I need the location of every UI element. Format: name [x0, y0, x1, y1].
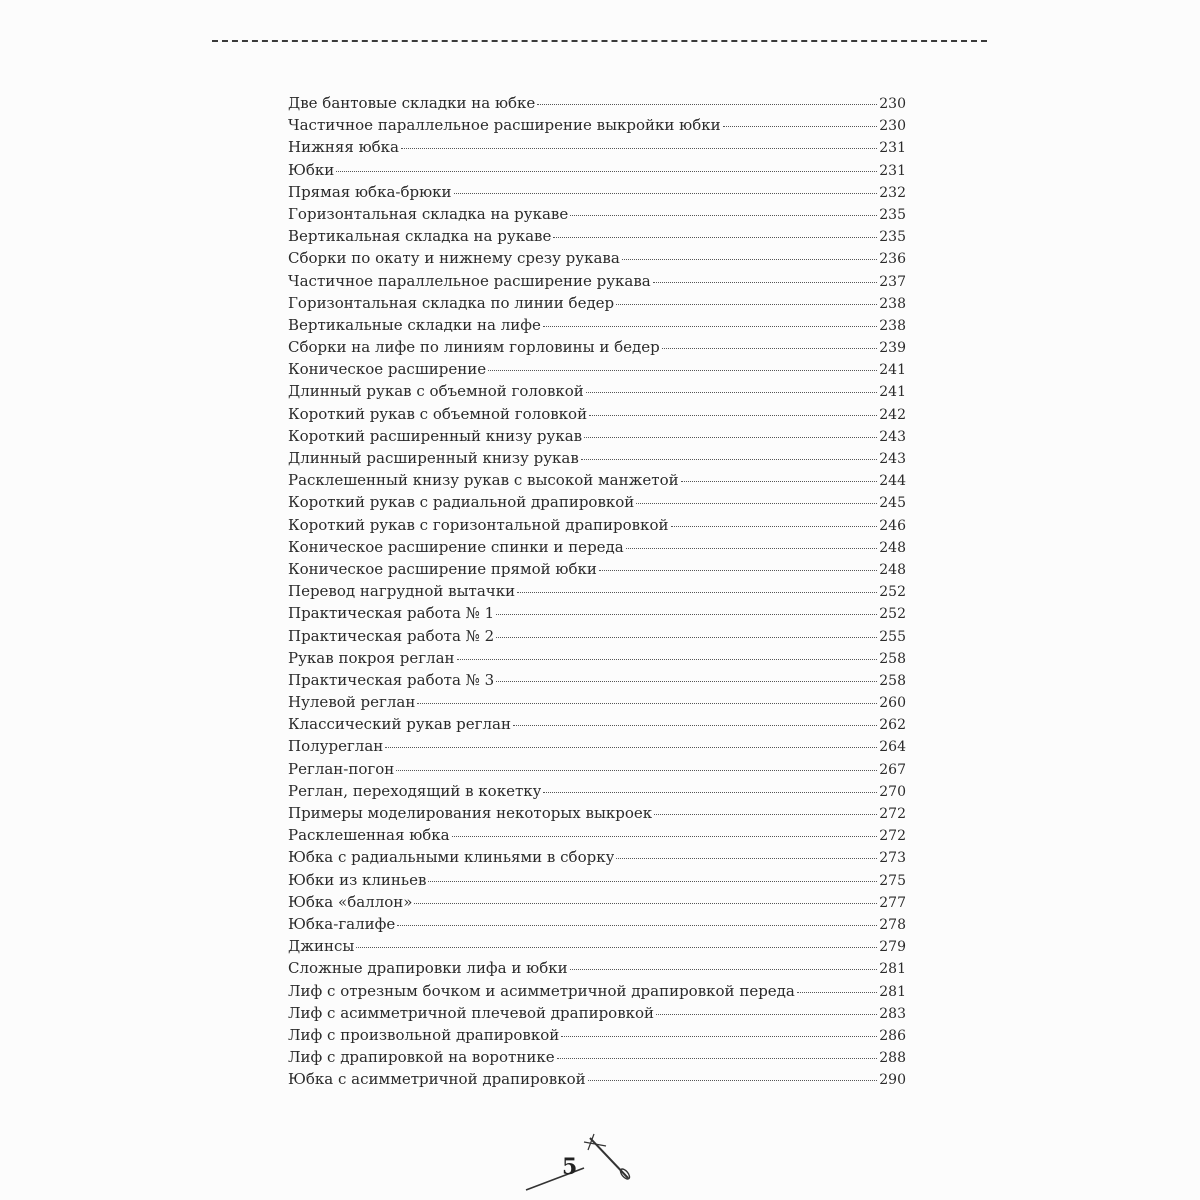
toc-entry-title: Лиф с отрезным бочком и асимметричной драпировкой переда: [288, 981, 795, 1000]
toc-entry: [288, 403, 906, 425]
toc-entry: [288, 1024, 906, 1046]
toc-entry-page: 258: [879, 650, 906, 667]
dot-leader: [616, 304, 877, 305]
toc-entry: [288, 203, 906, 225]
toc-entry-title: Лиф с произвольной драпировкой: [288, 1025, 560, 1044]
dot-leader: [452, 836, 878, 837]
toc-entry-page: 252: [879, 606, 906, 623]
toc-entry-page: 231: [879, 140, 906, 157]
dot-leader: [797, 992, 877, 993]
toc-entry: [288, 447, 906, 469]
toc-entry-page: 244: [879, 473, 906, 490]
dot-leader: [496, 637, 877, 638]
dashed-cut-line: [212, 40, 987, 42]
dot-leader: [653, 282, 878, 283]
toc-entry-page: 267: [879, 761, 906, 778]
dot-leader: [517, 592, 877, 593]
dot-leader: [513, 725, 877, 726]
toc-entry: [288, 713, 906, 735]
toc-entry-title: Сложные драпировки лифа и юбки: [288, 959, 568, 978]
toc-entry: [288, 758, 906, 780]
sewing-needle-icon: [524, 1132, 644, 1192]
dot-leader: [557, 1058, 878, 1059]
toc-entry: [288, 580, 906, 602]
dot-leader: [488, 370, 877, 371]
toc-entry-title: Расклешенная юбка: [288, 826, 450, 845]
page-footer: [524, 1132, 644, 1192]
toc-entry-page: 260: [879, 695, 906, 712]
toc-entry: [288, 159, 906, 181]
dot-leader: [537, 104, 877, 105]
toc-entry-page: 238: [879, 295, 906, 312]
toc-entry-title: Частичное параллельное расширение выкройки юбки: [288, 116, 721, 135]
toc-entry-title: Юбки: [288, 160, 335, 179]
dot-leader: [356, 947, 877, 948]
toc-entry: [288, 891, 906, 913]
dot-leader: [385, 747, 877, 748]
toc-entry: [288, 491, 906, 513]
page-number: 5: [562, 1154, 578, 1180]
dot-leader: [616, 858, 877, 859]
toc-entry-title: Полуреглан: [288, 737, 384, 756]
toc-entry-page: 230: [879, 96, 906, 112]
toc-entry-page: 275: [879, 872, 906, 889]
dot-leader: [636, 503, 877, 504]
toc-entry-title: Расклешенный книзу рукав с высокой манжетой: [288, 471, 679, 490]
toc-entry-title: Примеры моделирования некоторых выкроек: [288, 804, 653, 822]
toc-entry-title: Юбки из клиньев: [288, 870, 427, 889]
dot-leader: [671, 526, 878, 527]
table-of-contents: [288, 92, 906, 1090]
toc-entry-page: 281: [879, 961, 906, 978]
toc-entry-title: Лиф с драпировкой на воротнике: [288, 1048, 555, 1067]
toc-entry: [288, 980, 906, 1002]
toc-entry: [288, 602, 906, 624]
toc-entry: [288, 1002, 906, 1024]
dot-leader: [662, 348, 878, 349]
toc-entry: [288, 536, 906, 558]
dot-leader: [454, 193, 878, 194]
toc-entry-title: Горизонтальная складка на рукаве: [288, 204, 569, 223]
toc-entry-title: Сборки по окату и нижнему срезу рукава: [288, 249, 620, 268]
toc-entry-page: 245: [879, 495, 906, 512]
toc-entry-title: Вертикальная складка на рукаве: [288, 227, 552, 246]
toc-entry-title: Практическая работа № 1: [288, 604, 495, 623]
dot-leader: [581, 459, 877, 460]
toc-entry: [288, 336, 906, 358]
toc-entry-title: Реглан, переходящий в кокетку: [288, 781, 542, 800]
toc-entry-page: 258: [879, 672, 906, 689]
toc-entry: [288, 957, 906, 979]
toc-entry: [288, 913, 906, 935]
toc-entry: [288, 1046, 906, 1068]
toc-entry: [288, 469, 906, 491]
toc-entry-page: 290: [879, 1072, 906, 1089]
toc-entry: [288, 114, 906, 136]
toc-entry-title: Коническое расширение: [288, 360, 487, 379]
toc-entry-page: 286: [879, 1027, 906, 1044]
dot-leader: [626, 548, 878, 549]
toc-entry: [288, 647, 906, 669]
toc-entry-page: 246: [879, 517, 906, 534]
toc-entry-page: 232: [879, 184, 906, 201]
toc-entry-page: 242: [879, 406, 906, 423]
toc-entry-title: Прямая юбка-брюки: [288, 182, 452, 201]
toc-entry-page: 237: [879, 273, 906, 290]
toc-entry: [288, 735, 906, 757]
toc-entry-page: 241: [879, 384, 906, 401]
toc-entry-title: Две бантовые складки на юбке: [288, 94, 536, 112]
dot-leader: [570, 969, 878, 970]
toc-entry: [288, 935, 906, 957]
dot-leader: [656, 1014, 877, 1015]
dot-leader: [417, 703, 877, 704]
toc-entry-title: Вертикальные складки на лифе: [288, 315, 541, 334]
toc-entry-title: Джинсы: [288, 937, 355, 956]
toc-entry-page: 236: [879, 251, 906, 268]
dot-leader: [654, 814, 877, 815]
dot-leader: [681, 481, 878, 482]
toc-entry: [288, 514, 906, 536]
toc-entry-page: 235: [879, 229, 906, 246]
toc-entry-title: Сборки на лифе по линиям горловины и бедер: [288, 338, 660, 357]
toc-entry-title: Нулевой реглан: [288, 693, 416, 712]
toc-entry-title: Короткий рукав с горизонтальной драпировкой: [288, 515, 669, 534]
dot-leader: [543, 792, 877, 793]
dot-leader: [496, 681, 877, 682]
toc-entry-page: 262: [879, 717, 906, 734]
toc-entry-title: Коническое расширение прямой юбки: [288, 559, 597, 578]
toc-entry: [288, 691, 906, 713]
toc-entry-title: Нижняя юбка: [288, 138, 399, 157]
toc-entry-page: 264: [879, 739, 906, 756]
dot-leader: [457, 659, 878, 660]
dot-leader: [586, 392, 877, 393]
dot-leader: [723, 126, 878, 127]
toc-entry: [288, 314, 906, 336]
toc-entry-title: Юбка с радиальными клиньями в сборку: [288, 848, 615, 867]
toc-entry-title: Коническое расширение спинки и переда: [288, 537, 624, 556]
toc-entry-title: Рукав покроя реглан: [288, 648, 455, 667]
toc-entry-page: 283: [879, 1005, 906, 1022]
toc-entry-page: 272: [879, 828, 906, 845]
toc-entry: [288, 136, 906, 158]
toc-entry-page: 248: [879, 539, 906, 556]
toc-entry: [288, 846, 906, 868]
dot-leader: [543, 326, 877, 327]
toc-entry-page: 235: [879, 206, 906, 223]
toc-entry-title: Юбка «баллон»: [288, 892, 413, 911]
toc-entry-page: 248: [879, 561, 906, 578]
dot-leader: [396, 770, 877, 771]
toc-entry-page: 281: [879, 983, 906, 1000]
toc-entry-page: 272: [879, 806, 906, 822]
toc-entry: [288, 247, 906, 269]
toc-entry-page: 238: [879, 317, 906, 334]
dot-leader: [599, 570, 877, 571]
toc-entry-page: 241: [879, 362, 906, 379]
toc-entry: [288, 92, 906, 114]
toc-entry-title: Лиф с асимметричной плечевой драпировкой: [288, 1003, 655, 1022]
toc-entry-title: Горизонтальная складка по линии бедер: [288, 293, 615, 312]
toc-entry-title: Классический рукав реглан: [288, 715, 511, 734]
toc-entry-page: 278: [879, 916, 906, 933]
toc-entry: [288, 292, 906, 314]
toc-entry-page: 243: [879, 428, 906, 445]
dot-leader: [428, 881, 877, 882]
dot-leader: [570, 215, 877, 216]
toc-entry: [288, 780, 906, 802]
toc-entry-title: Юбка-галифе: [288, 914, 396, 933]
toc-entry-page: 279: [879, 939, 906, 956]
toc-entry-page: 231: [879, 162, 906, 179]
toc-entry-page: 243: [879, 451, 906, 467]
toc-entry-page: 273: [879, 850, 906, 867]
dot-leader: [584, 437, 877, 438]
dot-leader: [588, 1080, 878, 1081]
toc-entry: [288, 225, 906, 247]
toc-entry-page: 277: [879, 894, 906, 911]
dot-leader: [553, 237, 877, 238]
toc-entry: [288, 558, 906, 580]
dot-leader: [589, 415, 877, 416]
toc-entry: [288, 380, 906, 402]
dot-leader: [397, 925, 877, 926]
toc-entry-title: Юбка с асимметричной драпировкой: [288, 1070, 586, 1089]
dot-leader: [622, 259, 877, 260]
toc-entry-title: Длинный расширенный книзу рукав: [288, 449, 579, 467]
toc-entry: [288, 669, 906, 691]
toc-entry-title: Практическая работа № 3: [288, 670, 495, 689]
toc-entry-title: Реглан-погон: [288, 759, 395, 778]
toc-entry-page: 288: [879, 1050, 906, 1067]
toc-entry: [288, 869, 906, 891]
toc-entry: [288, 824, 906, 846]
toc-entry-page: 252: [879, 584, 906, 601]
toc-entry-page: 230: [879, 118, 906, 135]
dot-leader: [336, 171, 877, 172]
dot-leader: [414, 903, 877, 904]
toc-entry: [288, 181, 906, 203]
toc-entry-title: Перевод нагрудной вытачки: [288, 582, 516, 601]
toc-entry-title: Длинный рукав с объемной головкой: [288, 382, 584, 401]
toc-entry-title: Короткий рукав с объемной головкой: [288, 404, 588, 423]
toc-entry-title: Практическая работа № 2: [288, 626, 495, 645]
toc-entry-page: 255: [879, 628, 906, 645]
dot-leader: [401, 148, 877, 149]
toc-entry: [288, 425, 906, 447]
toc-entry: [288, 625, 906, 647]
dot-leader: [496, 614, 877, 615]
toc-entry-page: 270: [879, 783, 906, 800]
toc-entry-title: Частичное параллельное расширение рукава: [288, 271, 651, 290]
toc-entry: [288, 1068, 906, 1090]
toc-entry: [288, 270, 906, 292]
toc-entry-title: Короткий расширенный книзу рукав: [288, 426, 583, 445]
toc-entry-title: Короткий рукав с радиальной драпировкой: [288, 493, 635, 512]
toc-entry: [288, 802, 906, 824]
toc-entry: [288, 358, 906, 380]
toc-entry-page: 239: [879, 340, 906, 357]
dot-leader: [561, 1036, 877, 1037]
